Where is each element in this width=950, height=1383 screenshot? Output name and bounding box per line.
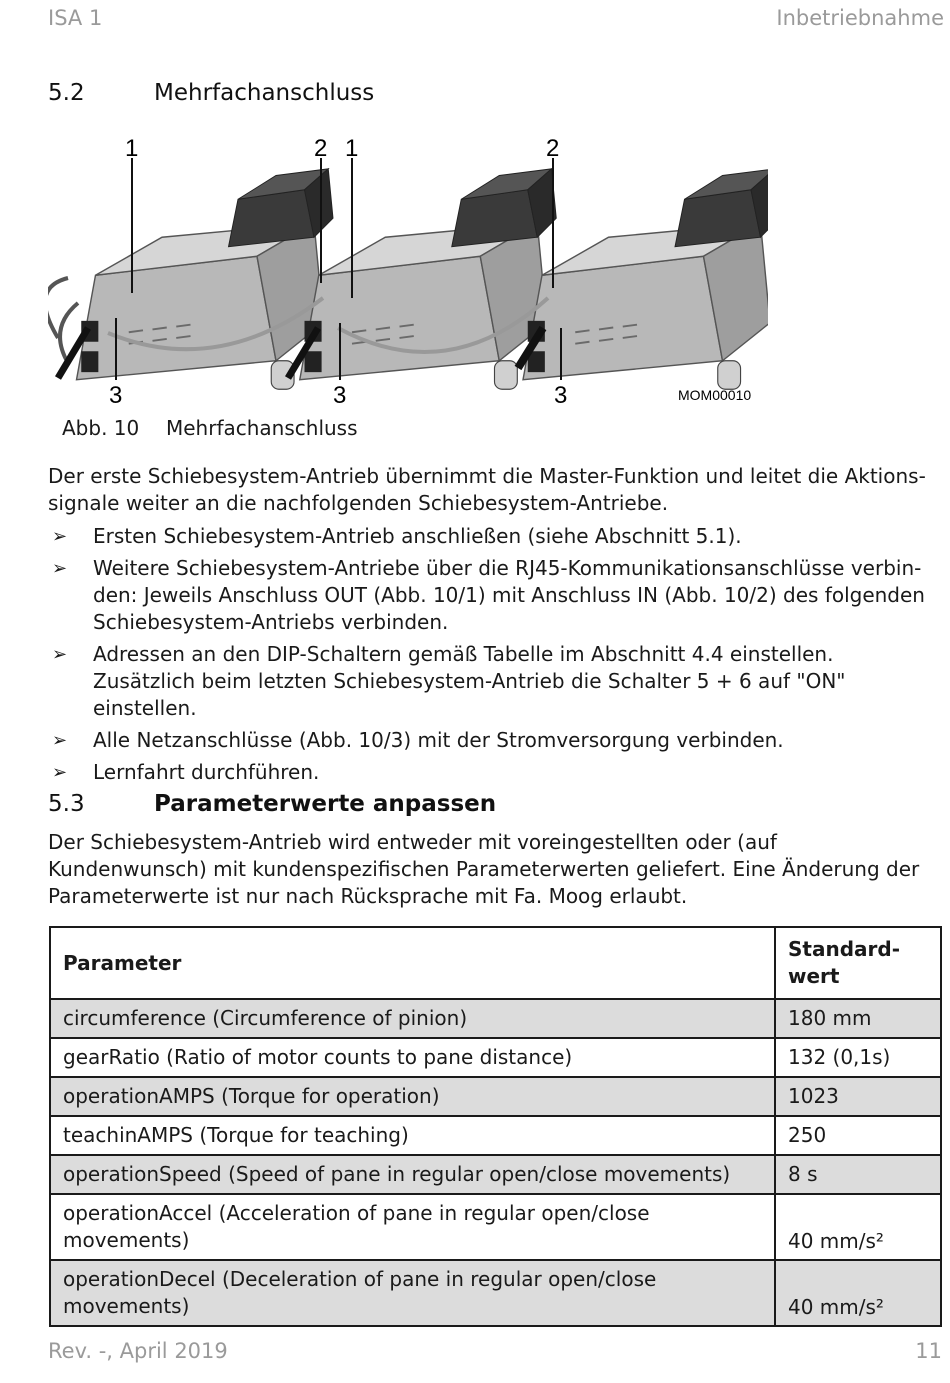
table-cell: gearRatio (Ratio of motor counts to pane distance) <box>50 1038 775 1077</box>
callout-label: 3 <box>109 382 123 409</box>
table-cell: teachinAMPS (Torque for teaching) <box>50 1116 775 1155</box>
section-heading-5-2 <box>48 80 374 106</box>
section-title: Mehrfachanschluss <box>154 80 375 106</box>
section-paragraph: Der Schiebesystem-Antrieb wird entweder mit voreingestellten oder (auf Kundenwunsch) mit kundenspezifischen Parameterwerten geliefert. Eine Änderung der Parameterwerte ist nur nach Rücksprache mit Fa. Moog erlaubt. <box>48 830 920 908</box>
table-cell: operationAMPS (Torque for operation) <box>50 1077 775 1116</box>
parameter-table <box>49 926 942 1327</box>
header-chapter: Inbetriebnahme <box>776 6 944 30</box>
section-title: Parameterwerte anpassen <box>154 791 497 817</box>
section-number: 5.3 <box>48 791 85 817</box>
table-cell: 132 (0,1s) <box>775 1038 941 1077</box>
table-header-row <box>50 927 941 999</box>
table-cell: 40 mm/s² <box>775 1260 941 1326</box>
figure-code: MOM00010 <box>678 387 752 403</box>
list-item: ➢ Alle Netzanschlüsse (Abb. 10/3) mit der Stromversorgung verbinden. <box>52 728 784 752</box>
section-heading-5-3 <box>48 791 496 817</box>
actuators-illustration <box>48 128 768 413</box>
instruction-list <box>48 523 938 791</box>
footer-revision: Rev. -, April 2019 <box>48 1339 228 1363</box>
callout-label: 2 <box>314 135 328 162</box>
bullet-arrow-icon: ➢ <box>52 762 68 783</box>
list-item: ➢ Lernfahrt durchführen. <box>52 760 320 784</box>
table-row <box>50 1038 941 1077</box>
callout-label: 3 <box>333 382 347 409</box>
caption-number: Abb. 10 <box>62 416 140 440</box>
table-row <box>50 1155 941 1194</box>
callout-label: 1 <box>345 135 359 162</box>
page-number: 11 <box>915 1339 942 1363</box>
table-cell: 8 s <box>775 1155 941 1194</box>
callout-label: 2 <box>546 135 560 162</box>
section-number: 5.2 <box>48 80 85 106</box>
bullet-arrow-icon: ➢ <box>52 526 68 547</box>
intro-paragraph: Der erste Schiebesystem-Antrieb übernimmt die Master-Funktion und leitet die Aktions-signale weiter an die nachfolgenden Schiebesystem-Antriebe. <box>48 464 926 515</box>
callout-label: 1 <box>125 135 139 162</box>
bullet-arrow-icon: ➢ <box>52 644 68 665</box>
figure-multi-connection <box>48 128 768 413</box>
table-cell: 180 mm <box>775 999 941 1038</box>
table-cell: operationDecel (Deceleration of pane in regular open/close movements) <box>50 1260 775 1326</box>
table-cell: 250 <box>775 1116 941 1155</box>
table-cell: 1023 <box>775 1077 941 1116</box>
table-cell: operationAccel (Acceleration of pane in regular open/close movements) <box>50 1194 775 1260</box>
table-cell: 40 mm/s² <box>775 1194 941 1260</box>
header-doc-title: ISA 1 <box>48 6 103 30</box>
table-cell: operationSpeed (Speed of pane in regular open/close movements) <box>50 1155 775 1194</box>
column-header-parameter: Parameter <box>50 927 775 999</box>
bullet-arrow-icon: ➢ <box>52 558 68 579</box>
caption-text: Mehrfachanschluss <box>166 416 358 440</box>
list-item: ➢ Weitere Schiebesystem-Antriebe über die RJ45-Kommunikationsanschlüsse verbin-den: Jeweils Anschluss OUT (Abb. 10/1) mit Anschluss IN (Abb. 10/2) des folgenden Schiebesystem-Antriebs verbinden. <box>52 556 925 634</box>
table-row <box>50 1194 941 1260</box>
callout-label: 3 <box>554 382 568 409</box>
list-item: ➢ Ersten Schiebesystem-Antrieb anschließen (siehe Abschnitt 5.1). <box>52 524 742 548</box>
list-item: ➢ Adressen an den DIP-Schaltern gemäß Tabelle im Abschnitt 4.4 einstellen. Zusätzlich beim letzten Schiebesystem-Antrieb die Schalter 5 + 6 auf "ON" einstellen. <box>52 642 846 720</box>
bullet-arrow-icon: ➢ <box>52 730 68 751</box>
table-row <box>50 1077 941 1116</box>
table-cell: circumference (Circumference of pinion) <box>50 999 775 1038</box>
figure-caption <box>62 416 358 440</box>
table-row <box>50 1116 941 1155</box>
column-header-default: Standard-wert <box>775 927 941 999</box>
table-row <box>50 999 941 1038</box>
table-row <box>50 1260 941 1326</box>
